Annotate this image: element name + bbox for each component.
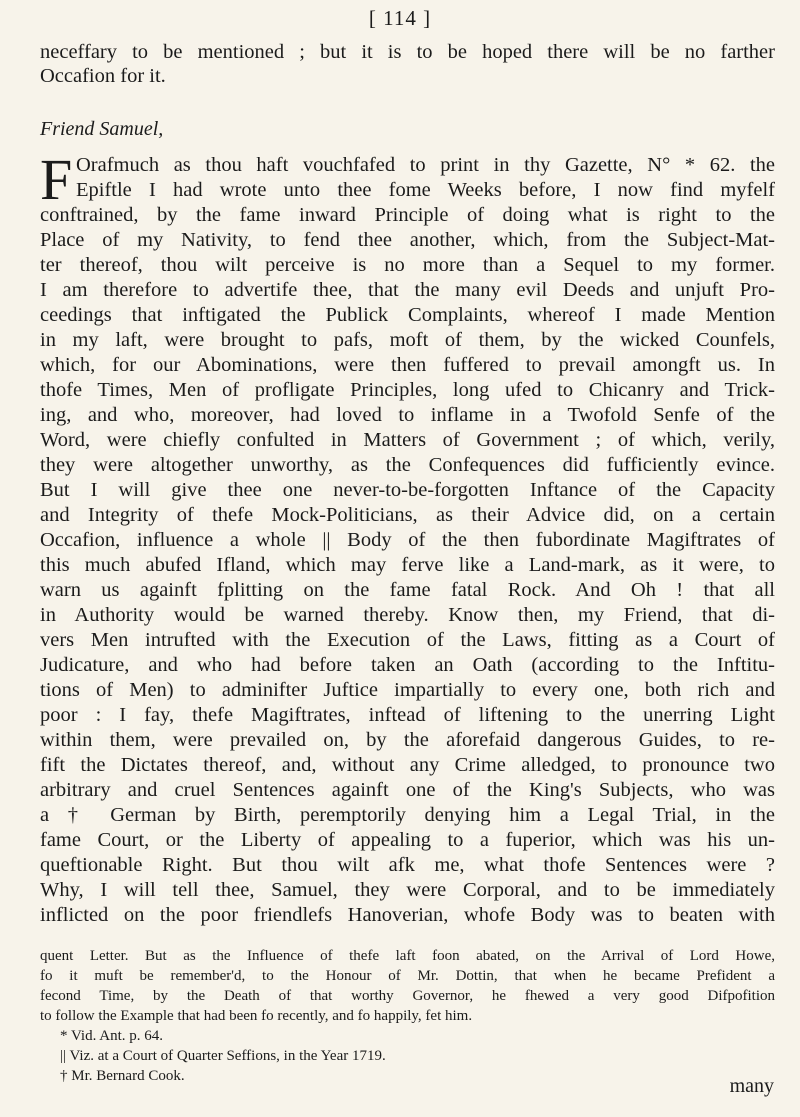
text-line: in my laft, were brought to pafs, moft of them, by the wicked Counfels, bbox=[40, 329, 775, 351]
text-line: within them, were prevailed on, by the aforefaid dangerous Guides, to re- bbox=[40, 729, 775, 751]
footnote-line: fo it muft be remember'd, to the Honour of Mr. Dottin, that when he became Prefident a bbox=[40, 968, 775, 984]
text-line: arbitrary and cruel Sentences againft one of the King's Subjects, who was bbox=[40, 779, 775, 801]
text-line: poor : I fay, thefe Magiftrates, inftead of liftening to the unerring Light bbox=[40, 704, 775, 726]
footnote-line: fecond Time, by the Death of that worthy Governor, he fhewed a very good Difpofition bbox=[40, 988, 775, 1004]
text-line: thofe Times, Men of profligate Principles, long ufed to Chicanry and Trick- bbox=[40, 379, 775, 401]
text-line: inflicted on the poor friendlefs Hanoverian, whofe Body was to beaten with bbox=[40, 904, 775, 926]
text-line: Word, were chiefly confulted in Matters of Government ; of which, verily, bbox=[40, 429, 775, 451]
text-line: which, for our Abominations, were then fuffered to prevail amongft us. In bbox=[40, 354, 775, 376]
footnote-cook: † Mr. Bernard Cook. bbox=[60, 1068, 185, 1084]
text-line: ing, and who, moreover, had loved to inflame in a Twofold Senfe of the bbox=[40, 404, 775, 426]
text-line: Occafion for it. bbox=[40, 65, 166, 87]
text-line: warn us againft fplitting on the fame fatal Rock. And Oh ! that all bbox=[40, 579, 775, 601]
drop-cap: F bbox=[40, 147, 73, 212]
footnote-line: to follow the Example that had been fo recently, and fo happily, fet him. bbox=[40, 1008, 473, 1024]
text-line: fift the Dictates thereof, and, without any Crime alledged, to pronounce two bbox=[40, 754, 775, 776]
text-line: ter thereof, thou wilt perceive is no more than a Sequel to my former. bbox=[40, 254, 775, 276]
text-line: a † German by Birth, peremptorily denying him a Legal Trial, in the bbox=[40, 804, 775, 826]
text-line: But I will give thee one never-to-be-forgotten Inftance of the Capacity bbox=[40, 479, 775, 501]
text-line: vers Men intrufted with the Execution of the Laws, fitting as a Court of bbox=[40, 629, 775, 651]
text-line: queftionable Right. But thou wilt afk me, what thofe Sentences were ? bbox=[40, 854, 775, 876]
text-line: Place of my Nativity, to fend thee another, which, from the Subject-Mat- bbox=[40, 229, 775, 251]
text-line: I am therefore to advertife thee, that the many evil Deeds and unjuft Pro- bbox=[40, 279, 775, 301]
page-number: [ 114 ] bbox=[368, 6, 432, 30]
text-line: they were altogether unworthy, as the Confequences did fufficiently evince. bbox=[40, 454, 775, 476]
text-line: Occafion, influence a whole || Body of the then fubordinate Magiftrates of bbox=[40, 529, 775, 551]
text-line: conftrained, by the fame inward Principle of doing what is right to the bbox=[40, 204, 775, 226]
text-line: this much abufed Ifland, which may ferve like a Land-mark, as it were, to bbox=[40, 554, 775, 576]
text-line: Why, I will tell thee, Samuel, they were Corporal, and to be immediately bbox=[40, 879, 775, 901]
text-line: Epiftle I had wrote unto thee fome Weeks before, I now find myfelf bbox=[76, 179, 775, 201]
text-line: neceffary to be mentioned ; but it is to be hoped there will be no farther bbox=[40, 41, 775, 63]
footnote-viz: || Viz. at a Court of Quarter Seffions, in the Year 1719. bbox=[60, 1048, 386, 1064]
footnote-vid: * Vid. Ant. p. 64. bbox=[60, 1028, 164, 1044]
salutation: Friend Samuel, bbox=[40, 118, 164, 140]
text-line: fame Court, or the Liberty of appealing to a fuperior, which was his un- bbox=[40, 829, 775, 851]
text-line: and Integrity of thefe Mock-Politicians, as their Advice did, on a certain bbox=[40, 504, 775, 526]
footnote-line: quent Letter. But as the Influence of thefe laft foon abated, on the Arrival of Lord Howe, bbox=[40, 948, 775, 964]
text-line: Orafmuch as thou haft vouchfafed to print in thy Gazette, N° * 62. the bbox=[76, 154, 775, 176]
text-line: ceedings that inftigated the Publick Complaints, whereof I made Mention bbox=[40, 304, 775, 326]
catchword: many bbox=[729, 1075, 774, 1097]
text-line: in Authority would be warned thereby. Know then, my Friend, that di- bbox=[40, 604, 775, 626]
text-line: tions of Men) to adminifter Juftice impartially to every one, both rich and bbox=[40, 679, 775, 701]
text-line: Judicature, and who had before taken an Oath (according to the Inftitu- bbox=[40, 654, 775, 676]
